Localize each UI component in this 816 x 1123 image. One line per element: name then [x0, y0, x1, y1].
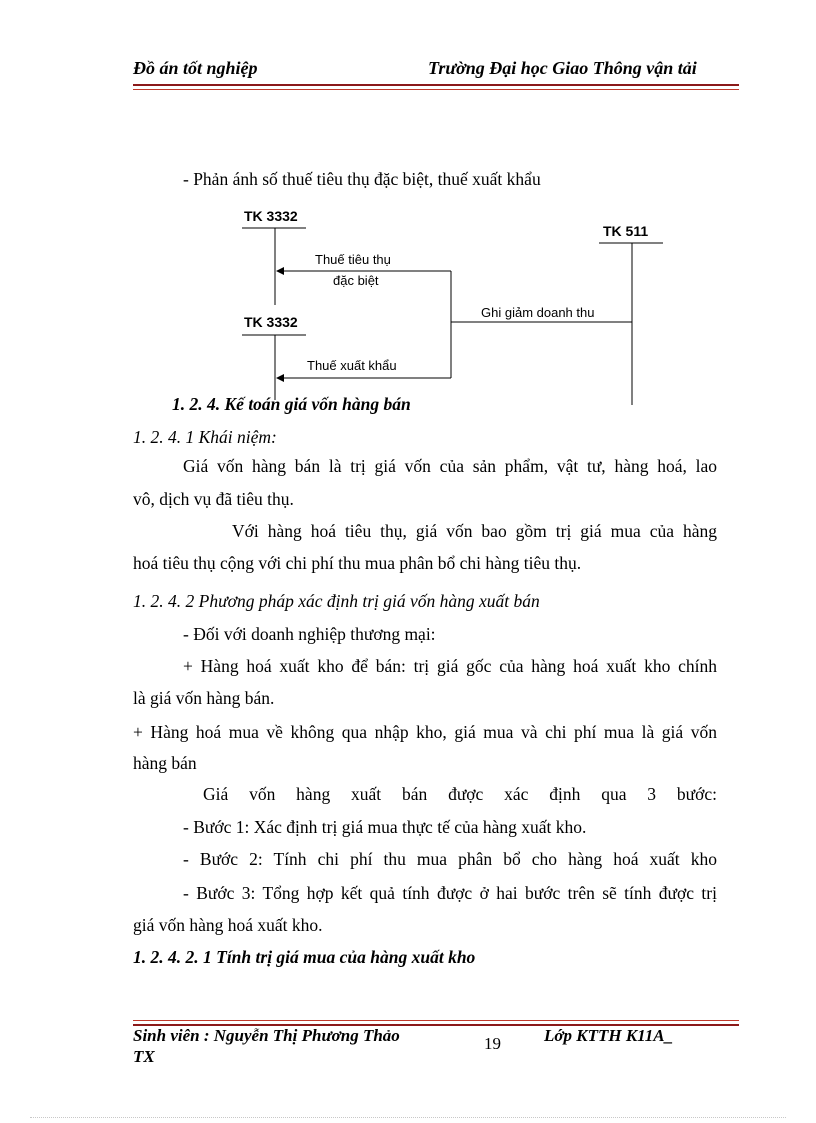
bullet2-line1: + Hàng hoá mua về không qua nhập kho, giá mua và chi phí mua là giá vốn — [133, 722, 717, 742]
footer-class-name: Lớp KTTH K11A_ — [544, 1026, 674, 1045]
paragraph1-line2: vô, dịch vụ đã tiêu thụ. — [133, 489, 294, 509]
footer-student-name: Sinh viên : Nguyễn Thị Phương Thảo — [133, 1026, 400, 1045]
tk3332-top-label: TK 3332 — [244, 208, 298, 224]
t-account-diagram — [0, 0, 816, 420]
label-excise-line1: Thuế tiêu thụ — [315, 252, 391, 267]
footer-rule-thin — [133, 1020, 739, 1021]
paragraph1-line1: Giá vốn hàng bán là trị giá vốn của sản phẩm, vật tư, hàng hoá, lao — [183, 456, 717, 476]
header-right-title: Trường Đại học Giao Thông vận tải — [428, 58, 697, 78]
page-bottom-dotted-border — [30, 1117, 786, 1118]
header-left-title: Đồ án tốt nghiệp — [133, 58, 258, 78]
paragraph2-line1: Với hàng hoá tiêu thụ, giá vốn bao gồm trị giá mua của hàng — [232, 521, 717, 541]
subheading-purchase-value: 1. 2. 4. 2. 1 Tính trị giá mua của hàng xuất kho — [133, 947, 476, 967]
subheading-method: 1. 2. 4. 2 Phương pháp xác định trị giá vốn hàng xuất bán — [133, 591, 540, 611]
steps-intro: Giá vốn hàng xuất bán được xác định qua 3 bước: — [203, 784, 717, 804]
label-excise-line2: đặc biệt — [333, 273, 379, 288]
footer-page-number: 19 — [484, 1034, 501, 1053]
bullet2-line2: hàng bán — [133, 753, 197, 773]
footer-tx: TX — [133, 1047, 155, 1066]
subheading-concept: 1. 2. 4. 1 Khái niệm: — [133, 427, 277, 447]
bullet1-line2: là giá vốn hàng bán. — [133, 688, 275, 708]
step2: - Bước 2: Tính chi phí thu mua phân bổ cho hàng hoá xuất kho — [183, 849, 717, 869]
commercial-enterprise-line: - Đối với doanh nghiệp thương mại: — [183, 624, 436, 644]
step1: - Bước 1: Xác định trị giá mua thực tế của hàng xuất kho. — [183, 817, 587, 837]
label-export-tax: Thuế xuất khẩu — [307, 358, 397, 373]
paragraph2-line2: hoá tiêu thụ cộng với chi phí thu mua phân bổ chi hàng tiêu thụ. — [133, 553, 582, 573]
step3-line2: giá vốn hàng hoá xuất kho. — [133, 915, 323, 935]
tk3332-bottom-label: TK 3332 — [244, 314, 298, 330]
section-heading: 1. 2. 4. Kế toán giá vốn hàng bán — [172, 394, 411, 414]
intro-line: - Phản ánh số thuế tiêu thụ đặc biệt, thuế xuất khẩu — [183, 169, 541, 189]
tk511-label: TK 511 — [603, 223, 649, 239]
label-revenue-reduction: Ghi giảm doanh thu — [481, 305, 595, 320]
step3-line1: - Bước 3: Tổng hợp kết quả tính được ở hai bước trên sẽ tính được trị — [183, 883, 717, 903]
bullet1-line1: + Hàng hoá xuất kho để bán: trị giá gốc của hàng hoá xuất kho chính — [183, 656, 717, 676]
